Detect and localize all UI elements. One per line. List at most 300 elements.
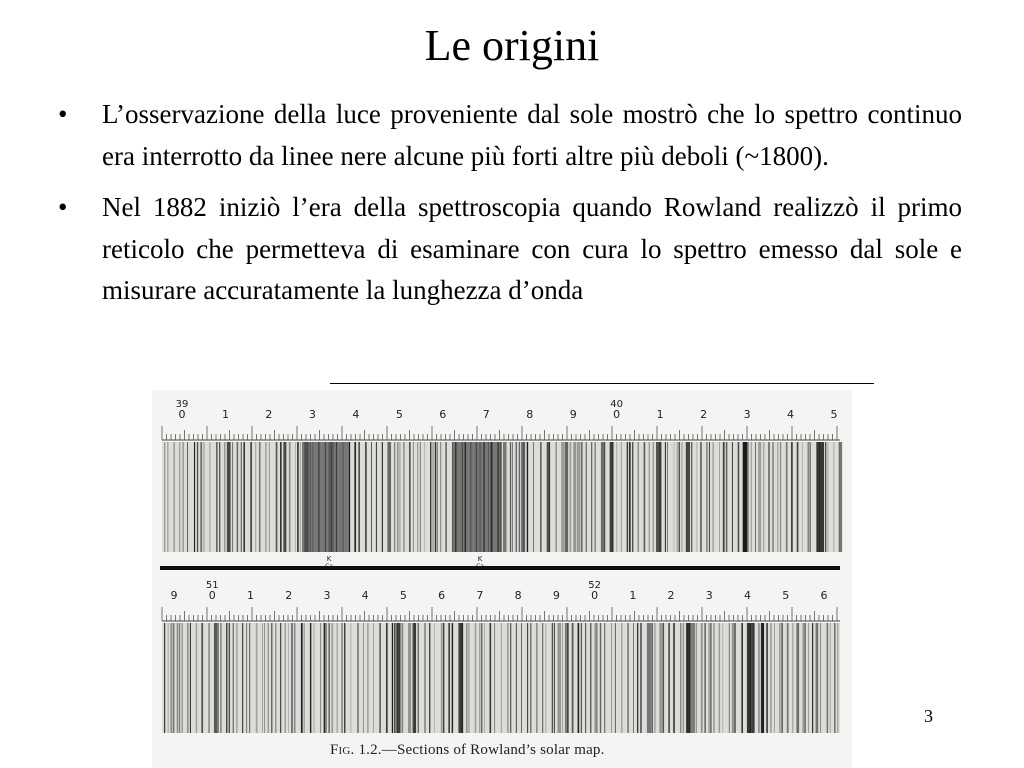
absorption-line <box>668 623 669 733</box>
absorption-line <box>288 623 289 733</box>
absorption-line <box>200 442 202 552</box>
absorption-line <box>357 623 359 733</box>
absorption-line <box>696 623 697 733</box>
absorption-line <box>397 442 398 552</box>
absorption-line <box>810 442 811 552</box>
absorption-line <box>510 442 511 552</box>
spectral-line-label: K <box>326 555 332 563</box>
absorption-line <box>561 442 564 552</box>
scale-label: 4 <box>744 589 752 602</box>
absorption-line <box>751 442 752 552</box>
scale-label: 6 <box>438 589 446 602</box>
scale-label: 5 <box>395 408 403 421</box>
absorption-line <box>792 623 793 733</box>
absorption-line <box>320 623 321 733</box>
absorption-line <box>839 442 842 552</box>
absorption-line <box>408 623 411 733</box>
absorption-line <box>516 623 517 733</box>
absorption-line <box>519 442 520 552</box>
absorption-line <box>683 623 685 733</box>
absorption-line <box>820 623 821 733</box>
scale-label: 8 <box>514 589 522 602</box>
rowland-solar-map-figure <box>152 390 852 768</box>
scale-label: 0 <box>613 408 621 421</box>
absorption-line <box>600 623 601 733</box>
absorption-line <box>536 623 537 733</box>
absorption-line <box>177 623 179 733</box>
scale-label: 2 <box>667 589 675 602</box>
absorption-line <box>773 442 774 552</box>
bullet-marker: • <box>58 192 68 222</box>
absorption-line <box>557 623 561 733</box>
absorption-line <box>465 442 466 552</box>
absorption-line <box>174 442 175 552</box>
section-divider <box>160 566 840 570</box>
absorption-line <box>285 623 286 733</box>
absorption-line <box>781 623 782 733</box>
scale-label: 7 <box>482 408 490 421</box>
absorption-line <box>629 442 631 552</box>
absorption-line <box>433 442 434 552</box>
absorption-line <box>542 623 543 733</box>
absorption-line <box>424 442 425 552</box>
absorption-line <box>164 623 165 733</box>
absorption-line <box>621 442 622 552</box>
absorption-line <box>342 442 343 552</box>
absorption-line <box>654 623 655 733</box>
absorption-line <box>386 623 388 733</box>
absorption-line <box>382 442 383 552</box>
absorption-line <box>674 442 675 552</box>
absorption-line <box>255 442 256 552</box>
absorption-line <box>448 623 450 733</box>
absorption-line <box>265 442 267 552</box>
absorption-line <box>194 442 195 552</box>
absorption-line <box>552 623 553 733</box>
absorption-line <box>396 623 400 733</box>
absorption-line <box>303 623 304 733</box>
absorption-line <box>577 442 580 552</box>
absorption-line <box>825 442 826 552</box>
absorption-line <box>586 442 587 552</box>
absorption-line <box>488 442 489 552</box>
scale-label: 1 <box>246 589 254 602</box>
absorption-line <box>481 623 482 733</box>
absorption-line <box>301 623 303 733</box>
absorption-line <box>490 623 492 733</box>
absorption-line <box>738 442 739 552</box>
absorption-line <box>521 623 522 733</box>
scale-label: 2 <box>285 589 293 602</box>
absorption-line <box>363 623 364 733</box>
absorption-line <box>413 442 414 552</box>
section-number-label: 39 <box>175 399 189 410</box>
absorption-line <box>276 623 277 733</box>
absorption-line <box>787 623 789 733</box>
absorption-line <box>236 623 237 733</box>
absorption-line <box>318 442 319 552</box>
bullet-list <box>58 94 962 322</box>
absorption-line <box>735 623 736 733</box>
scale-label: 0 <box>591 589 599 602</box>
absorption-line <box>417 442 418 552</box>
absorption-line <box>283 442 286 552</box>
absorption-line <box>595 442 596 552</box>
absorption-line <box>336 442 337 552</box>
absorption-line <box>262 623 263 733</box>
absorption-line <box>214 623 218 733</box>
absorption-line <box>523 442 524 552</box>
absorption-line <box>280 623 281 733</box>
absorption-line <box>367 623 368 733</box>
absorption-line <box>521 442 525 552</box>
absorption-line <box>331 442 332 552</box>
absorption-line <box>533 442 534 552</box>
absorption-line <box>597 623 598 733</box>
scale-label: 5 <box>830 408 838 421</box>
bullet-item <box>58 94 962 177</box>
absorption-line <box>434 623 435 733</box>
absorption-line <box>227 442 231 552</box>
absorption-line <box>271 623 272 733</box>
section-number-label: 52 <box>588 580 601 591</box>
absorption-line <box>649 442 650 552</box>
absorption-line <box>503 442 507 552</box>
absorption-line <box>743 442 748 552</box>
absorption-line <box>752 623 754 733</box>
absorption-line <box>344 623 345 733</box>
absorption-line <box>394 442 395 552</box>
absorption-line <box>622 623 623 733</box>
spectral-line-label: K <box>477 555 483 563</box>
absorption-line <box>527 442 528 552</box>
scale-label: 3 <box>743 408 751 421</box>
scale-label: 3 <box>308 408 316 421</box>
absorption-line <box>243 442 245 552</box>
absorption-line <box>610 442 614 552</box>
absorption-line <box>604 442 605 552</box>
absorption-line <box>218 623 219 733</box>
absorption-line <box>507 623 509 733</box>
absorption-line <box>415 623 416 733</box>
absorption-line <box>701 623 703 733</box>
absorption-line <box>663 623 664 733</box>
absorption-line <box>429 623 430 733</box>
absorption-line <box>819 442 824 552</box>
absorption-line <box>342 623 343 733</box>
absorption-line <box>554 623 555 733</box>
absorption-line <box>424 623 426 733</box>
absorption-line <box>527 623 528 733</box>
absorption-line <box>777 442 778 552</box>
absorption-line <box>812 623 813 733</box>
absorption-line <box>220 623 221 733</box>
absorption-line <box>371 442 372 552</box>
bullet-marker: • <box>58 99 68 129</box>
absorption-line <box>633 623 634 733</box>
absorption-line <box>726 442 727 552</box>
spectrum-section-2 <box>162 580 840 733</box>
absorption-line <box>653 442 654 552</box>
absorption-line <box>226 623 227 733</box>
absorption-line <box>549 442 550 552</box>
absorption-line <box>373 623 374 733</box>
absorption-line <box>640 623 641 733</box>
absorption-line <box>573 442 576 552</box>
absorption-line <box>312 442 313 552</box>
absorption-line <box>232 442 233 552</box>
absorption-line <box>834 623 835 733</box>
absorption-line <box>797 442 799 552</box>
absorption-line <box>497 442 499 552</box>
absorption-line <box>807 442 809 552</box>
scale-label: 7 <box>476 589 484 602</box>
scale-label: 8 <box>526 408 534 421</box>
figure-caption <box>330 742 730 759</box>
absorption-line <box>816 442 819 552</box>
absorption-line <box>659 623 662 733</box>
absorption-line <box>808 623 809 733</box>
absorption-line <box>187 442 188 552</box>
absorption-line <box>331 623 333 733</box>
absorption-line <box>713 623 714 733</box>
section-number-label: 40 <box>610 399 624 410</box>
absorption-line <box>466 623 467 733</box>
absorption-line <box>337 623 338 733</box>
absorption-line <box>722 623 723 733</box>
absorption-line <box>196 623 197 733</box>
absorption-line <box>216 442 218 552</box>
scale-label: 1 <box>656 408 664 421</box>
absorption-line <box>706 442 708 552</box>
absorption-line <box>763 442 764 552</box>
scale-label: 1 <box>221 408 229 421</box>
absorption-line <box>512 442 513 552</box>
absorption-line <box>791 442 793 552</box>
absorption-line <box>420 442 421 552</box>
absorption-line <box>540 442 542 552</box>
absorption-line <box>280 442 282 552</box>
absorption-line <box>264 623 265 733</box>
absorption-line <box>567 623 569 733</box>
absorption-line <box>578 623 580 733</box>
absorption-line <box>276 442 278 552</box>
absorption-line <box>437 442 438 552</box>
absorption-line <box>686 442 690 552</box>
absorption-line <box>325 442 326 552</box>
absorption-line <box>627 442 628 552</box>
scale-label: 3 <box>323 589 331 602</box>
scale-label: 0 <box>208 589 216 602</box>
absorption-line <box>187 623 189 733</box>
absorption-line <box>677 442 679 552</box>
absorption-line <box>565 442 568 552</box>
spectrum-section-1 <box>162 399 842 570</box>
absorption-line <box>615 623 616 733</box>
absorption-line <box>445 442 447 552</box>
absorption-line <box>638 442 639 552</box>
absorption-line <box>440 442 441 552</box>
absorption-line <box>796 623 799 733</box>
absorption-line <box>585 623 586 733</box>
absorption-line <box>591 442 592 552</box>
absorption-line <box>443 623 445 733</box>
absorption-line <box>805 623 806 733</box>
absorption-line <box>392 623 393 733</box>
absorption-line <box>763 623 764 733</box>
absorption-line <box>203 442 204 552</box>
scale-label: 1 <box>629 589 637 602</box>
absorption-line <box>208 623 210 733</box>
absorption-line <box>745 442 746 552</box>
absorption-line <box>351 623 352 733</box>
absorption-line <box>697 442 698 552</box>
solar-spectrum-sections <box>152 390 852 740</box>
absorption-line <box>349 442 350 552</box>
scale-label: 2 <box>265 408 273 421</box>
absorption-line <box>780 442 781 552</box>
absorption-line <box>399 442 400 552</box>
page-number: 3 <box>924 706 933 726</box>
absorption-line <box>413 623 417 733</box>
scale-label: 0 <box>178 408 186 421</box>
absorption-line <box>354 442 356 552</box>
absorption-line <box>786 442 788 552</box>
absorption-line <box>659 442 661 552</box>
absorption-line <box>171 623 172 733</box>
absorption-line <box>770 623 771 733</box>
absorption-line <box>190 623 191 733</box>
absorption-line <box>164 442 165 552</box>
absorption-line <box>827 623 828 733</box>
absorption-line <box>310 442 311 552</box>
absorption-line <box>690 623 695 733</box>
absorption-line <box>713 442 714 552</box>
absorption-line <box>452 623 453 733</box>
absorption-line <box>294 623 295 733</box>
absorption-line <box>241 442 242 552</box>
scale-label: 9 <box>569 408 577 421</box>
scale-label: 9 <box>552 589 560 602</box>
absorption-line <box>755 442 756 552</box>
absorption-line <box>462 442 463 552</box>
absorption-line <box>652 623 653 733</box>
absorption-line <box>686 623 690 733</box>
absorption-line <box>183 442 184 552</box>
absorption-line <box>297 442 299 552</box>
absorption-line <box>289 442 291 552</box>
absorption-line <box>759 623 760 733</box>
absorption-line <box>768 442 770 552</box>
absorption-line <box>479 623 480 733</box>
absorption-line <box>604 623 605 733</box>
absorption-line <box>802 442 803 552</box>
absorption-line <box>704 623 706 733</box>
absorption-line <box>304 442 308 552</box>
absorption-line <box>562 623 563 733</box>
absorption-line <box>168 623 169 733</box>
absorption-line <box>665 442 666 552</box>
absorption-line <box>616 442 617 552</box>
absorption-line <box>259 442 260 552</box>
absorption-line <box>197 442 198 552</box>
scale-label: 4 <box>361 589 369 602</box>
absorption-line <box>365 442 367 552</box>
absorption-line <box>647 623 652 733</box>
absorption-line <box>295 442 296 552</box>
absorption-line <box>729 623 730 733</box>
absorption-line <box>581 623 582 733</box>
absorption-line <box>269 442 270 552</box>
absorption-line <box>691 442 692 552</box>
scale-label: 4 <box>787 408 795 421</box>
absorption-line <box>732 623 735 733</box>
scale-label: 9 <box>170 589 178 602</box>
absorption-line <box>581 442 583 552</box>
absorption-line <box>376 442 377 552</box>
absorption-line <box>834 442 835 552</box>
absorption-line <box>387 442 391 552</box>
absorption-line <box>476 442 477 552</box>
absorption-line <box>470 442 471 552</box>
absorption-line <box>394 623 396 733</box>
absorption-line <box>435 442 436 552</box>
absorption-line <box>732 442 733 552</box>
absorption-line <box>612 442 613 552</box>
absorption-line <box>510 623 511 733</box>
absorption-line <box>500 442 501 552</box>
section-number-label: 51 <box>205 580 219 591</box>
absorption-line <box>491 442 493 552</box>
absorption-line <box>246 623 247 733</box>
absorption-line <box>173 623 175 733</box>
scale-label: 2 <box>700 408 708 421</box>
absorption-line <box>570 442 572 552</box>
absorption-line <box>469 623 470 733</box>
absorption-line <box>358 442 359 552</box>
absorption-line <box>409 442 411 552</box>
absorption-line <box>556 442 557 552</box>
absorption-line <box>723 442 725 552</box>
absorption-line <box>758 442 761 552</box>
absorption-line <box>300 442 301 552</box>
absorption-line <box>741 623 742 733</box>
absorption-line <box>179 623 180 733</box>
absorption-line <box>590 623 592 733</box>
absorption-line <box>418 623 419 733</box>
absorption-line <box>632 442 633 552</box>
absorption-line <box>209 442 210 552</box>
absorption-line <box>441 623 443 733</box>
absorption-line <box>483 442 484 552</box>
absorption-line <box>679 442 680 552</box>
absorption-line <box>644 442 646 552</box>
absorption-line <box>709 442 710 552</box>
absorption-line <box>310 623 311 733</box>
absorption-line <box>479 442 480 552</box>
absorption-line <box>403 442 404 552</box>
absorption-line <box>180 442 181 552</box>
absorption-line <box>462 623 463 733</box>
absorption-line <box>494 623 495 733</box>
absorption-line <box>379 623 381 733</box>
absorption-line <box>837 623 838 733</box>
absorption-line <box>572 623 574 733</box>
absorption-line <box>748 442 749 552</box>
absorption-line <box>291 623 293 733</box>
absorption-line <box>430 442 431 552</box>
absorption-line <box>516 442 517 552</box>
